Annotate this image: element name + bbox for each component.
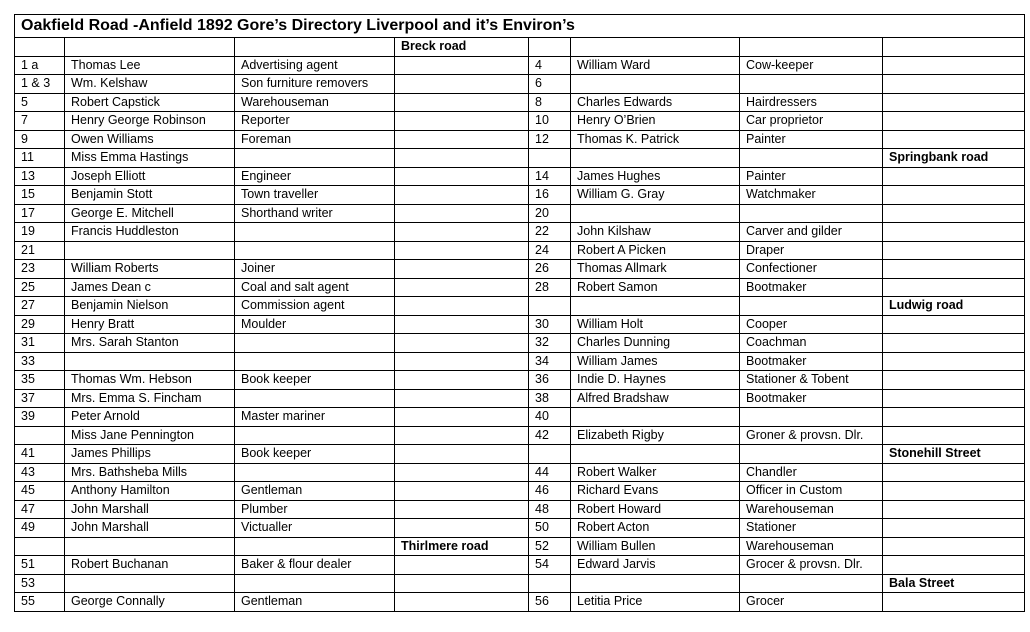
left-name-cell: Joseph Elliott [65, 167, 235, 186]
left-occupation-cell: Town traveller [235, 186, 395, 205]
right-occupation-cell: Stationer [740, 519, 883, 538]
right-number-cell: 22 [529, 223, 571, 242]
table-row [15, 371, 1025, 390]
table-row [15, 241, 1025, 260]
left-number-cell: 17 [15, 204, 65, 223]
left-name-cell: Henry Bratt [65, 315, 235, 334]
right-occupation-cell [740, 38, 883, 57]
left-cross-street-cell [395, 56, 529, 75]
left-occupation-cell: Engineer [235, 167, 395, 186]
left-name-cell: Benjamin Stott [65, 186, 235, 205]
right-number-cell: 40 [529, 408, 571, 427]
left-cross-street-cell [395, 371, 529, 390]
left-number-cell: 7 [15, 112, 65, 131]
left-cross-street-cell [395, 500, 529, 519]
left-name-cell: Mrs. Bathsheba Mills [65, 463, 235, 482]
left-cross-street-cell [395, 408, 529, 427]
right-number-cell: 48 [529, 500, 571, 519]
table-row [15, 519, 1025, 538]
right-number-cell: 36 [529, 371, 571, 390]
right-number-cell: 24 [529, 241, 571, 260]
table-row [15, 426, 1025, 445]
right-number-cell: 30 [529, 315, 571, 334]
right-occupation-cell: Painter [740, 130, 883, 149]
left-name-cell: George E. Mitchell [65, 204, 235, 223]
right-cross-street-cell [883, 260, 1025, 279]
left-name-cell: Anthony Hamilton [65, 482, 235, 501]
left-name-cell [65, 537, 235, 556]
right-occupation-cell [740, 408, 883, 427]
right-cross-street-cell [883, 75, 1025, 94]
right-cross-street-cell [883, 93, 1025, 112]
left-name-cell: Miss Emma Hastings [65, 149, 235, 168]
right-name-cell [571, 204, 740, 223]
right-number-cell: 46 [529, 482, 571, 501]
right-name-cell: Charles Edwards [571, 93, 740, 112]
right-occupation-cell: Bootmaker [740, 278, 883, 297]
table-row [15, 186, 1025, 205]
right-cross-street-cell [883, 519, 1025, 538]
left-name-cell: Peter Arnold [65, 408, 235, 427]
left-number-cell: 31 [15, 334, 65, 353]
table-row [15, 334, 1025, 353]
right-occupation-cell: Warehouseman [740, 537, 883, 556]
right-number-cell: 12 [529, 130, 571, 149]
left-name-cell: Mrs. Emma S. Fincham [65, 389, 235, 408]
left-number-cell: 43 [15, 463, 65, 482]
left-cross-street-cell [395, 352, 529, 371]
right-number-cell: 20 [529, 204, 571, 223]
table-row [15, 260, 1025, 279]
right-cross-street-cell [883, 56, 1025, 75]
left-cross-street-cell [395, 574, 529, 593]
left-number-cell: 29 [15, 315, 65, 334]
left-occupation-cell: Moulder [235, 315, 395, 334]
right-number-cell: 8 [529, 93, 571, 112]
right-cross-street-cell [883, 426, 1025, 445]
page-title: Oakfield Road -Anfield 1892 Gore’s Directory Liverpool and it’s Environ’s [15, 15, 1025, 38]
left-cross-street-cell [395, 167, 529, 186]
left-name-cell: William Roberts [65, 260, 235, 279]
right-cross-street-cell: Ludwig road [883, 297, 1025, 316]
right-name-cell [571, 75, 740, 94]
left-cross-street-cell [395, 389, 529, 408]
left-cross-street-cell [395, 241, 529, 260]
right-occupation-cell: Hairdressers [740, 93, 883, 112]
left-number-cell [15, 537, 65, 556]
table-row [15, 167, 1025, 186]
right-name-cell: John Kilshaw [571, 223, 740, 242]
right-name-cell [571, 297, 740, 316]
left-name-cell: George Connally [65, 593, 235, 612]
table-row [15, 574, 1025, 593]
left-name-cell: Owen Williams [65, 130, 235, 149]
right-name-cell: William James [571, 352, 740, 371]
right-occupation-cell: Stationer & Tobent [740, 371, 883, 390]
right-number-cell [529, 38, 571, 57]
right-name-cell: Robert Samon [571, 278, 740, 297]
table-row [15, 537, 1025, 556]
left-name-cell: Henry George Robinson [65, 112, 235, 131]
table-row [15, 389, 1025, 408]
right-occupation-cell: Bootmaker [740, 389, 883, 408]
right-occupation-cell: Cooper [740, 315, 883, 334]
left-name-cell: Thomas Lee [65, 56, 235, 75]
table-row [15, 463, 1025, 482]
right-number-cell: 56 [529, 593, 571, 612]
left-number-cell: 55 [15, 593, 65, 612]
right-number-cell: 44 [529, 463, 571, 482]
table-row [15, 56, 1025, 75]
left-cross-street-cell [395, 482, 529, 501]
right-occupation-cell: Draper [740, 241, 883, 260]
right-name-cell: Indie D. Haynes [571, 371, 740, 390]
left-number-cell: 11 [15, 149, 65, 168]
table-row [15, 482, 1025, 501]
right-occupation-cell: Watchmaker [740, 186, 883, 205]
left-name-cell: Francis Huddleston [65, 223, 235, 242]
left-occupation-cell [235, 537, 395, 556]
right-name-cell: Elizabeth Rigby [571, 426, 740, 445]
left-cross-street-cell [395, 556, 529, 575]
left-occupation-cell: Victualler [235, 519, 395, 538]
left-name-cell [65, 241, 235, 260]
left-name-cell: Thomas Wm. Hebson [65, 371, 235, 390]
left-number-cell: 1 & 3 [15, 75, 65, 94]
left-occupation-cell [235, 149, 395, 168]
left-number-cell: 33 [15, 352, 65, 371]
right-number-cell: 14 [529, 167, 571, 186]
table-row [15, 223, 1025, 242]
right-number-cell: 34 [529, 352, 571, 371]
left-cross-street-cell [395, 204, 529, 223]
right-cross-street-cell [883, 463, 1025, 482]
table-row [15, 297, 1025, 316]
right-name-cell: William G. Gray [571, 186, 740, 205]
right-name-cell: Alfred Bradshaw [571, 389, 740, 408]
left-occupation-cell: Shorthand writer [235, 204, 395, 223]
left-number-cell: 51 [15, 556, 65, 575]
left-occupation-cell: Advertising agent [235, 56, 395, 75]
right-occupation-cell: Grocer [740, 593, 883, 612]
left-occupation-cell [235, 352, 395, 371]
left-name-cell: James Phillips [65, 445, 235, 464]
left-occupation-cell: Foreman [235, 130, 395, 149]
right-number-cell: 50 [529, 519, 571, 538]
right-number-cell: 16 [529, 186, 571, 205]
right-cross-street-cell: Bala Street [883, 574, 1025, 593]
left-occupation-cell [235, 389, 395, 408]
table-row [15, 149, 1025, 168]
right-name-cell: Robert Acton [571, 519, 740, 538]
left-occupation-cell [235, 463, 395, 482]
left-occupation-cell: Joiner [235, 260, 395, 279]
table-row [15, 38, 1025, 57]
right-name-cell: Henry O’Brien [571, 112, 740, 131]
right-cross-street-cell [883, 556, 1025, 575]
left-occupation-cell: Commission agent [235, 297, 395, 316]
left-number-cell: 35 [15, 371, 65, 390]
left-cross-street-cell [395, 112, 529, 131]
right-number-cell: 42 [529, 426, 571, 445]
left-name-cell: Benjamin Nielson [65, 297, 235, 316]
right-name-cell [571, 408, 740, 427]
right-occupation-cell [740, 297, 883, 316]
right-name-cell: James Hughes [571, 167, 740, 186]
left-cross-street-cell: Thirlmere road [395, 537, 529, 556]
left-number-cell: 5 [15, 93, 65, 112]
left-name-cell: James Dean c [65, 278, 235, 297]
right-cross-street-cell [883, 593, 1025, 612]
right-name-cell: Richard Evans [571, 482, 740, 501]
right-cross-street-cell [883, 112, 1025, 131]
right-cross-street-cell [883, 186, 1025, 205]
left-cross-street-cell [395, 315, 529, 334]
table-row [15, 278, 1025, 297]
right-occupation-cell: Car proprietor [740, 112, 883, 131]
left-occupation-cell: Coal and salt agent [235, 278, 395, 297]
left-number-cell: 47 [15, 500, 65, 519]
left-number-cell: 37 [15, 389, 65, 408]
table-row [15, 408, 1025, 427]
directory-table [14, 14, 1025, 612]
left-cross-street-cell [395, 186, 529, 205]
right-cross-street-cell [883, 278, 1025, 297]
table-row [15, 315, 1025, 334]
left-cross-street-cell [395, 278, 529, 297]
left-occupation-cell [235, 574, 395, 593]
right-number-cell: 4 [529, 56, 571, 75]
right-name-cell [571, 445, 740, 464]
right-cross-street-cell [883, 130, 1025, 149]
left-occupation-cell: Gentleman [235, 593, 395, 612]
right-occupation-cell: Officer in Custom [740, 482, 883, 501]
left-number-cell: 25 [15, 278, 65, 297]
right-name-cell: Thomas K. Patrick [571, 130, 740, 149]
left-name-cell [65, 38, 235, 57]
right-name-cell: William Ward [571, 56, 740, 75]
right-occupation-cell [740, 445, 883, 464]
left-occupation-cell: Book keeper [235, 445, 395, 464]
right-number-cell: 10 [529, 112, 571, 131]
left-name-cell: Robert Buchanan [65, 556, 235, 575]
right-cross-street-cell [883, 315, 1025, 334]
left-cross-street-cell [395, 593, 529, 612]
left-name-cell: John Marshall [65, 500, 235, 519]
left-cross-street-cell [395, 149, 529, 168]
right-name-cell: Robert Howard [571, 500, 740, 519]
right-number-cell: 28 [529, 278, 571, 297]
left-cross-street-cell [395, 519, 529, 538]
right-name-cell: Thomas Allmark [571, 260, 740, 279]
right-occupation-cell: Chandler [740, 463, 883, 482]
left-occupation-cell [235, 223, 395, 242]
right-occupation-cell [740, 149, 883, 168]
right-number-cell [529, 445, 571, 464]
right-cross-street-cell [883, 482, 1025, 501]
right-occupation-cell: Grocer & provsn. Dlr. [740, 556, 883, 575]
right-cross-street-cell [883, 223, 1025, 242]
left-cross-street-cell [395, 75, 529, 94]
right-name-cell: Charles Dunning [571, 334, 740, 353]
right-occupation-cell [740, 204, 883, 223]
right-occupation-cell: Bootmaker [740, 352, 883, 371]
right-number-cell: 38 [529, 389, 571, 408]
right-number-cell [529, 149, 571, 168]
right-number-cell: 52 [529, 537, 571, 556]
left-number-cell: 27 [15, 297, 65, 316]
left-cross-street-cell [395, 93, 529, 112]
right-occupation-cell [740, 574, 883, 593]
left-number-cell [15, 38, 65, 57]
left-number-cell: 45 [15, 482, 65, 501]
table-row [15, 352, 1025, 371]
right-cross-street-cell [883, 204, 1025, 223]
left-number-cell: 9 [15, 130, 65, 149]
table-row [15, 112, 1025, 131]
right-occupation-cell: Painter [740, 167, 883, 186]
left-number-cell: 53 [15, 574, 65, 593]
left-number-cell: 21 [15, 241, 65, 260]
left-cross-street-cell [395, 445, 529, 464]
left-cross-street-cell [395, 426, 529, 445]
table-row [15, 93, 1025, 112]
right-name-cell: William Bullen [571, 537, 740, 556]
left-number-cell: 15 [15, 186, 65, 205]
right-cross-street-cell [883, 408, 1025, 427]
left-occupation-cell: Book keeper [235, 371, 395, 390]
left-name-cell: Miss Jane Pennington [65, 426, 235, 445]
right-occupation-cell: Cow-keeper [740, 56, 883, 75]
left-occupation-cell: Warehouseman [235, 93, 395, 112]
left-cross-street-cell: Breck road [395, 38, 529, 57]
right-name-cell: Robert Walker [571, 463, 740, 482]
left-occupation-cell [235, 38, 395, 57]
left-cross-street-cell [395, 260, 529, 279]
right-cross-street-cell [883, 38, 1025, 57]
left-number-cell: 39 [15, 408, 65, 427]
right-occupation-cell: Groner & provsn. Dlr. [740, 426, 883, 445]
left-occupation-cell [235, 334, 395, 353]
left-name-cell: Robert Capstick [65, 93, 235, 112]
right-number-cell: 6 [529, 75, 571, 94]
right-cross-street-cell [883, 167, 1025, 186]
left-number-cell: 41 [15, 445, 65, 464]
right-number-cell: 32 [529, 334, 571, 353]
right-cross-street-cell: Stonehill Street [883, 445, 1025, 464]
right-occupation-cell: Carver and gilder [740, 223, 883, 242]
left-occupation-cell: Reporter [235, 112, 395, 131]
left-occupation-cell: Baker & flour dealer [235, 556, 395, 575]
right-occupation-cell: Confectioner [740, 260, 883, 279]
left-name-cell [65, 352, 235, 371]
title-row [15, 15, 1025, 38]
right-number-cell: 26 [529, 260, 571, 279]
table-row [15, 204, 1025, 223]
left-number-cell [15, 426, 65, 445]
left-number-cell: 49 [15, 519, 65, 538]
right-name-cell: Robert A Picken [571, 241, 740, 260]
left-name-cell: John Marshall [65, 519, 235, 538]
right-occupation-cell [740, 75, 883, 94]
right-name-cell [571, 38, 740, 57]
table-row [15, 130, 1025, 149]
right-name-cell: Edward Jarvis [571, 556, 740, 575]
left-name-cell: Mrs. Sarah Stanton [65, 334, 235, 353]
table-row [15, 445, 1025, 464]
left-number-cell: 19 [15, 223, 65, 242]
left-cross-street-cell [395, 463, 529, 482]
right-cross-street-cell [883, 389, 1025, 408]
right-name-cell: Letitia Price [571, 593, 740, 612]
right-number-cell [529, 297, 571, 316]
right-cross-street-cell: Springbank road [883, 149, 1025, 168]
right-cross-street-cell [883, 334, 1025, 353]
table-row [15, 500, 1025, 519]
right-name-cell: William Holt [571, 315, 740, 334]
left-name-cell: Wm. Kelshaw [65, 75, 235, 94]
right-cross-street-cell [883, 500, 1025, 519]
left-number-cell: 13 [15, 167, 65, 186]
left-cross-street-cell [395, 297, 529, 316]
left-cross-street-cell [395, 334, 529, 353]
right-cross-street-cell [883, 371, 1025, 390]
right-cross-street-cell [883, 537, 1025, 556]
left-occupation-cell: Son furniture removers [235, 75, 395, 94]
left-occupation-cell: Gentleman [235, 482, 395, 501]
right-name-cell [571, 149, 740, 168]
left-name-cell [65, 574, 235, 593]
right-occupation-cell: Coachman [740, 334, 883, 353]
left-occupation-cell: Plumber [235, 500, 395, 519]
left-cross-street-cell [395, 130, 529, 149]
right-number-cell: 54 [529, 556, 571, 575]
right-cross-street-cell [883, 241, 1025, 260]
left-occupation-cell [235, 241, 395, 260]
right-number-cell [529, 574, 571, 593]
table-row [15, 75, 1025, 94]
left-occupation-cell [235, 426, 395, 445]
right-name-cell [571, 574, 740, 593]
table-row [15, 593, 1025, 612]
right-occupation-cell: Warehouseman [740, 500, 883, 519]
left-number-cell: 1 a [15, 56, 65, 75]
left-cross-street-cell [395, 223, 529, 242]
left-number-cell: 23 [15, 260, 65, 279]
left-occupation-cell: Master mariner [235, 408, 395, 427]
right-cross-street-cell [883, 352, 1025, 371]
table-row [15, 556, 1025, 575]
